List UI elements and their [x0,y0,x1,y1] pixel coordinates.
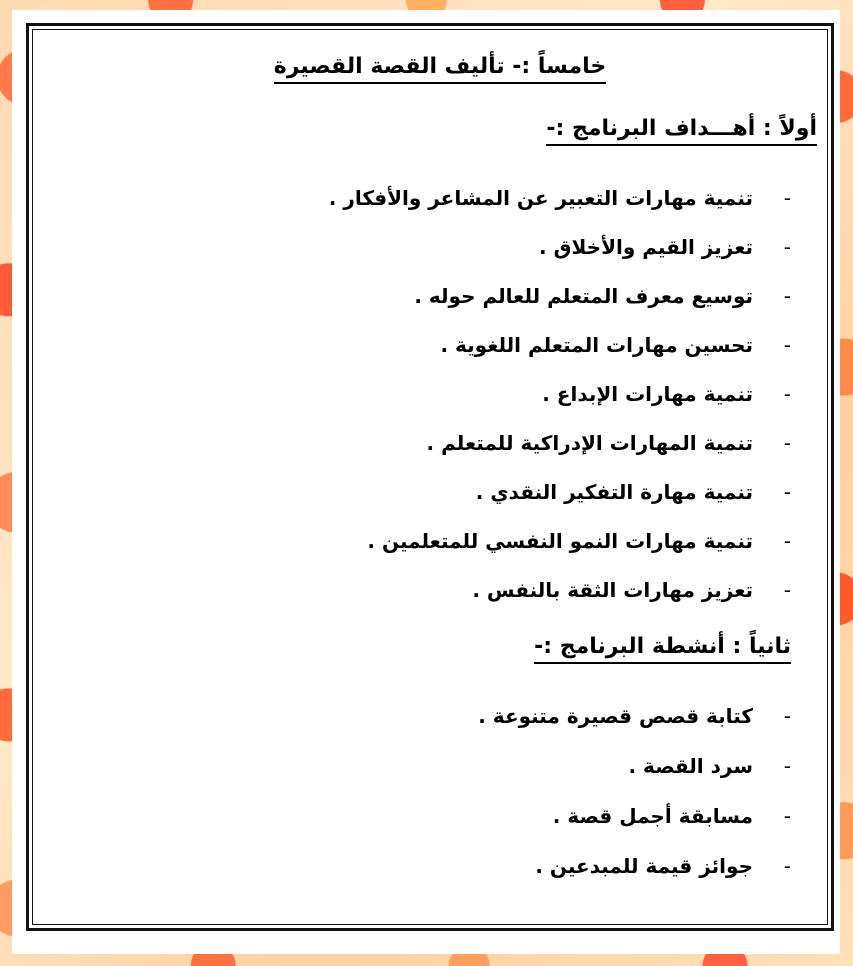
list-item: - توسيع معرف المتعلم للعالم حوله . [414,284,791,308]
document-page [12,10,840,954]
list-item: - مسابقة أجمل قصة . [552,804,791,828]
objectives-list [329,184,791,625]
list-item: - جوائز قيمة للمبدعين . [535,854,791,878]
list-item: - تنمية مهارات التعبير عن المشاعر والأفكار . [328,186,791,210]
list-item: - تنمية مهارات النمو النفسي للمتعلمين . [367,529,791,553]
page-title: خامساً :- تأليف القصة القصيرة [29,54,831,79]
page-border [26,23,834,931]
list-item: - تنمية مهارة التفكير النقدي . [475,480,791,504]
objectives-heading: أولاً : أهـــداف البرنامج :- [546,116,817,141]
activities-heading: ثانياً : أنشطة البرنامج :- [534,634,791,659]
list-item: - تنمية مهارات الإبداع . [542,382,791,406]
list-item: - تنمية المهارات الإدراكية للمتعلم . [426,431,791,455]
list-item: - سرد القصة . [628,754,791,778]
list-item: - تعزيز مهارات الثقة بالنفس . [472,578,791,602]
list-item: - تحسين مهارات المتعلم اللغوية . [440,333,791,357]
list-item: - تعزيز القيم والأخلاق . [539,235,791,259]
list-item: - كتابة قصص قصيرة متنوعة . [478,704,791,728]
activities-list [478,702,791,902]
